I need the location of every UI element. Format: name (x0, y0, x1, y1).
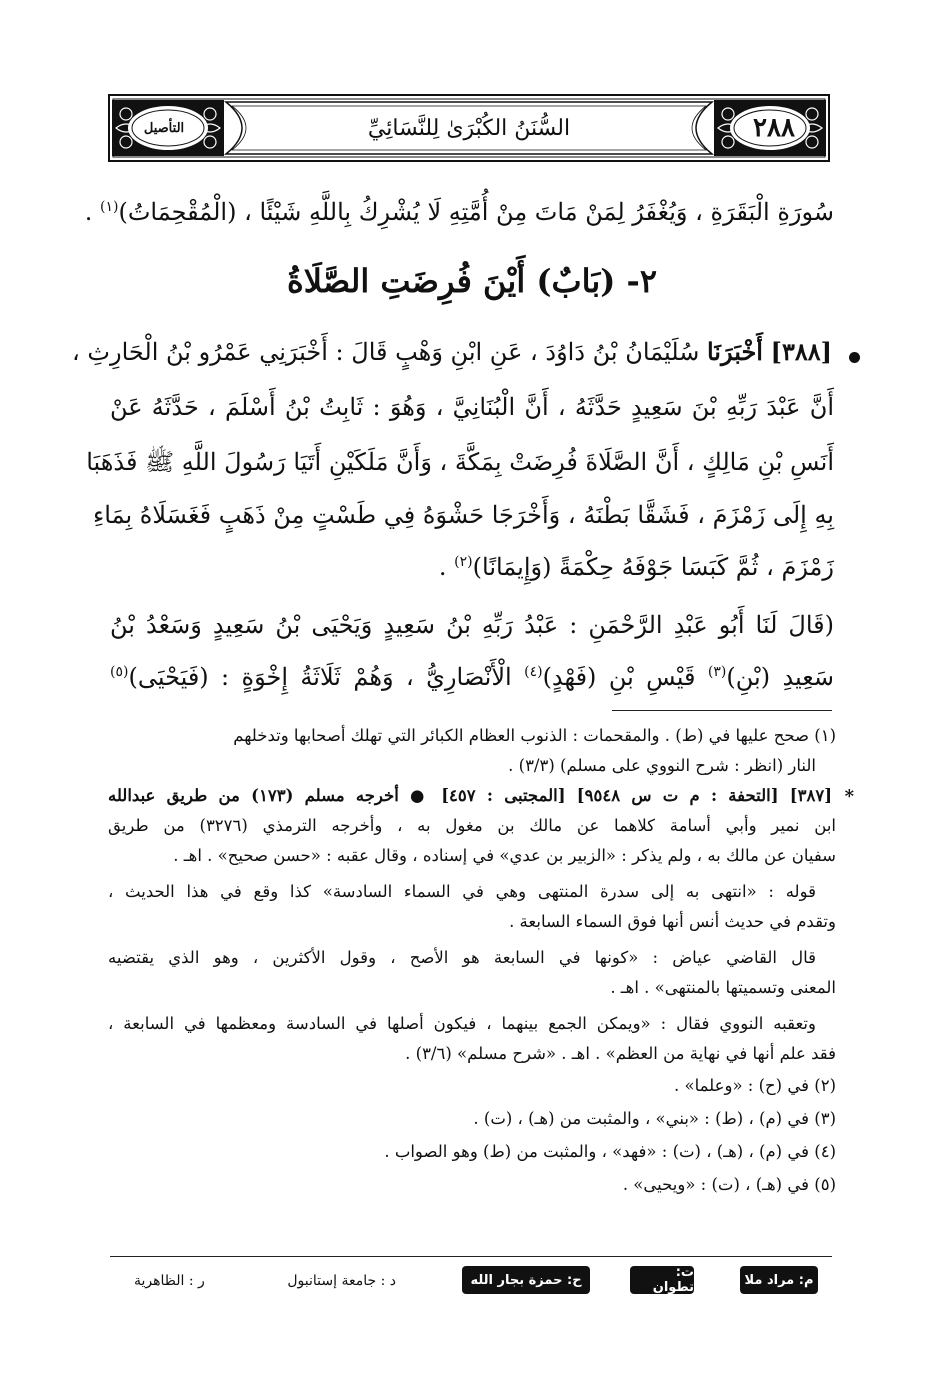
text-line: أَنَّ عَبْدَ رَبِّهِ بْنَ سَعِيدٍ حَدَّثَهُ ، أَنَّ الْبُنَانِيَّ ، وَهُوَ : ثَابِتُ بْنُ أَسْلَمَ ، حَدَّثَهُ عَنْ (110, 393, 834, 421)
text-span: . (84, 198, 100, 226)
manuscript-key (108, 1258, 836, 1302)
text-span: سَعِيدِ (بْنِ) (726, 663, 834, 691)
page-header (108, 94, 830, 162)
chapter-title: ٢- (بَابٌ) أَيْنَ فُرِضَتِ الصَّلَاةُ (286, 262, 658, 300)
footnote-line: (٤) في (م) ، (هـ) ، (ت) : «فهد» ، والمثبت من (ط) وهو الصواب . (384, 1142, 836, 1161)
footnote-line: سفيان عن مالك به ، ولم يذكر : «الزبير بن عدي» في إسناده ، وقال عقبه : «حسن صحيح» . اهـ . (173, 846, 836, 865)
text-line (72, 337, 832, 366)
star-marker: * (844, 786, 854, 807)
text-span: سُلَيْمَانُ بْنُ دَاوُدَ ، عَنِ ابْنِ وَهْبٍ قَالَ : أَخْبَرَنِي عَمْرُو بْنُ الْحَارِثِ ، (72, 338, 700, 366)
footnote-line: [٣٨٧] [التحفة : م ت س ٩٥٤٨] [المجتبى : ٤٥٧] ● أخرجه مسلم (١٧٣) من طريق عبدالله (108, 786, 833, 805)
footnote-line: المعنى وتسميتها بالمنتهى» . اهـ . (610, 978, 836, 997)
footnote-line: (٢) في (ح) : «وعلما» . (674, 1076, 836, 1095)
footnote-ref: (٤) (524, 664, 543, 680)
footer-separator (110, 1256, 832, 1257)
text-span: زَمْزَمَ ، ثُمَّ كَبَسَا جَوْفَهُ حِكْمَةً (وَإِيمَانًا) (472, 553, 834, 581)
book-title: السُّنَنُ الكُبْرَىٰ لِلنَّسَائِيِّ (367, 115, 571, 141)
footnote-line: ابن نمير وأبي أسامة كلاهما عن مالك بن مغول به ، وأخرجه الترمذي (٣٢٧٦) من طريق (108, 816, 836, 835)
text-span: قَيْسِ بْنِ (فَهْدٍ) (542, 663, 708, 691)
text-line: بِهِ إِلَى زَمْزَمَ ، فَشَقَّا بَطْنَهُ ، وَأَخْرَجَا حَشْوَهُ فِي طَسْتٍ مِنْ ذَهَبٍ فَغَسَلَاهُ بِمَاءِ (93, 501, 834, 529)
footnote-line: فقد علم أنها في نهاية من العظم» . اهـ . «شرح مسلم» (٣/٦) . (405, 1044, 836, 1063)
footnote-line: النار (انظر : شرح النووي على مسلم) (٣/٣) . (508, 756, 816, 775)
footnote-line: (٣) في (م) ، (ط) : «بني» ، والمثبت من (هـ) ، (ت) . (473, 1109, 836, 1128)
footnote-line: (١) صحح عليها في (ط) . والمقحمات : الذنوب العظام الكبائر التي تهلك أصحابها وتدخلهم (233, 726, 836, 745)
manuscript-h: ح: حمزة بجار الله (462, 1266, 590, 1294)
footnote-line: قوله : «انتهى به إلى سدرة المنتهى وهي في السماء السادسة» كذا وقع في هذا الحديث ، (108, 882, 816, 901)
hadith-lead: أَخْبَرَنَا (706, 337, 763, 366)
text-span: . (438, 553, 455, 581)
manuscript-r: ر : الظاهرية (134, 1273, 205, 1289)
text-line: (قَالَ لَنَا أَبُو عَبْدِ الرَّحْمَنِ : عَبْدُ رَبِّهِ بْنُ سَعِيدٍ وَيَحْيَى بْنُ سَعِيدٍ وَسَعْدُ بْنُ (110, 611, 834, 639)
footnote-ref: (١) (99, 199, 119, 215)
hadith-number: [٣٨٨] (770, 337, 832, 366)
footnote-line: وتعقبه النووي فقال : «ويمكن الجمع بينهما ، فيكون أصلها في السادسة ومعظمها في السابعة ، (108, 1014, 816, 1033)
footnote-line: وتقدم في حديث أنس أنها فوق السماء السابعة . (509, 912, 836, 931)
footnote-separator (612, 710, 832, 711)
manuscript-m: م: مراد ملا (740, 1266, 818, 1294)
text-line (110, 555, 834, 579)
text-span: سُورَةِ الْبَقَرَةِ ، وَيُغْفَرُ لِمَنْ مَاتَ مِنْ أُمَّتِهِ لَا يُشْرِكُ بِاللَّهِ شَيْئًا ، (الْمُقْحِمَاتُ) (118, 198, 834, 226)
footnote-line: قال القاضي عياض : «كونها في السابعة هو الأصح ، وقول الأكثرين ، وهو الذي يقتضيه (108, 948, 816, 967)
logo-text: التأصيل (143, 120, 185, 136)
footnote-ref: (٢) (454, 554, 473, 570)
footnote-ref: (٥) (110, 664, 129, 680)
text-line: أَنَسِ بْنِ مَالِكٍ ، أَنَّ الصَّلَاةَ فُرِضَتْ بِمَكَّةَ ، وَأَنَّ مَلَكَيْنِ أَتَيَا رَسُولَ اللَّهِ ﷺ فَذَهَبَا (86, 448, 834, 476)
page-number: ٢٨٨ (753, 113, 795, 143)
manuscript-d: د : جامعة إستانبول (287, 1273, 396, 1289)
bullet-icon (849, 352, 860, 363)
footnote-line: (٥) في (هـ) ، (ت) : «ويحيى» . (622, 1175, 836, 1194)
footnote-ref: (٣) (707, 664, 727, 680)
manuscript-t: ت: تطوان (630, 1266, 694, 1294)
text-span: الْأَنْصَارِيُّ ، وَهُمْ ثَلَاثَةُ إِخْوَةٍ : (فَيَحْيَى) (128, 663, 525, 691)
text-line (110, 665, 834, 689)
text-line (84, 198, 834, 226)
